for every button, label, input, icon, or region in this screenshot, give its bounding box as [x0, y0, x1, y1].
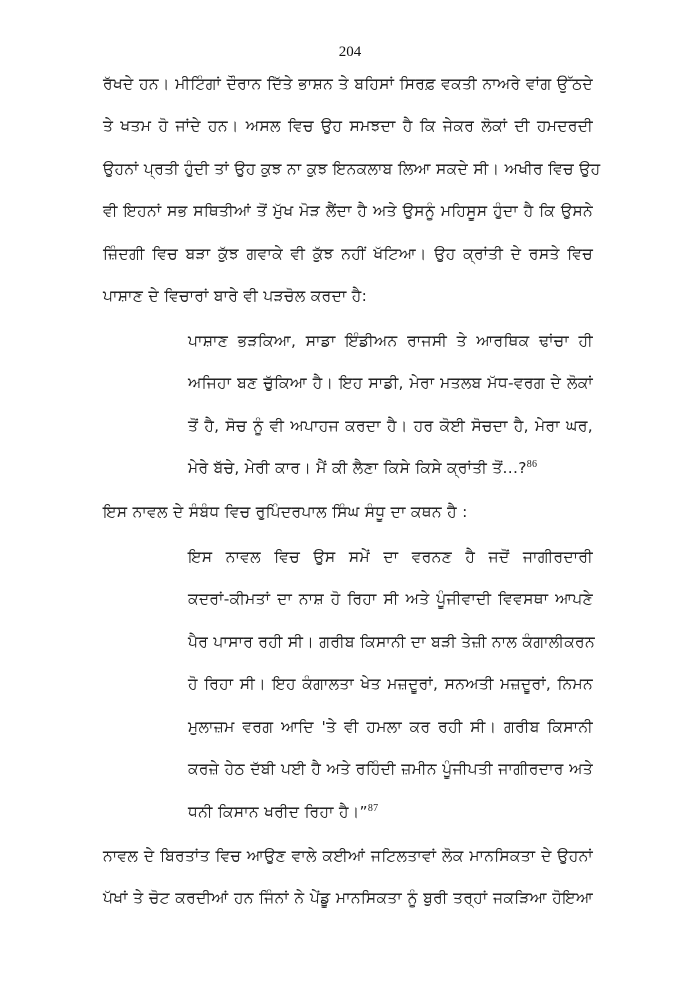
page-number: 204 [338, 44, 362, 60]
quote-line [188, 459, 593, 478]
paragraph-line: ਜ਼ਿੰਦਗੀ ਵਿਚ ਬੜਾ ਕੁੱਝ ਗਵਾਕੇ ਵੀ ਕੁੱਝ ਨਹੀਂ ਖੱਟਿਆ। ਉਹ ਕ੍ਰਾਂਤੀ ਦੇ ਰਸਤੇ ਵਿਚ [103, 245, 593, 263]
quote-line [188, 803, 593, 822]
footnote-marker: 86 [526, 458, 538, 470]
paragraph-line: ਨਾਵਲ ਦੇ ਬਿਰਤਾਂਤ ਵਿਚ ਆਉਣ ਵਾਲੇ ਕਈਆਂ ਜਟਿਲਤਾਵਾਂ ਲੋਕ ਮਾਨਸਿਕਤਾ ਦੇ ਉਹਨਾਂ [103, 847, 593, 865]
quote-line: ਮੁਲਾਜ਼ਮ ਵਰਗ ਆਦਿ 'ਤੇ ਵੀ ਹਮਲਾ ਕਰ ਰਹੀ ਸੀ। ਗਰੀਬ ਕਿਸਾਨੀ [188, 718, 593, 736]
paragraph-line: ਤੇ ਖਤਮ ਹੋ ਜਾਂਦੇ ਹਨ। ਅਸਲ ਵਿਚ ਉਹ ਸਮਝਦਾ ਹੈ ਕਿ ਜੇਕਰ ਲੋਕਾਂ ਦੀ ਹਮਦਰਦੀ [103, 117, 593, 135]
paragraph-line: ਉਹਨਾਂ ਪ੍ਰਤੀ ਹੁੰਦੀ ਤਾਂ ਉਹ ਕੁਝ ਨਾ ਕੁਝ ਇਨਕਲਾਬ ਲਿਆ ਸਕਦੇ ਸੀ। ਅਖੀਰ ਵਿਚ ਉਹ [103, 160, 601, 178]
quote-line: ਤੋਂ ਹੈ, ਸੋਚ ਨੂੰ ਵੀ ਅਪਾਹਜ ਕਰਦਾ ਹੈ। ਹਰ ਕੋਈ ਸੋਚਦਾ ਹੈ, ਮੇਰਾ ਘਰ, [188, 417, 593, 435]
quote-text: ਧਨੀ ਕਿਸਾਨ ਖਰੀਦ ਰਿਹਾ ਹੈ।” [188, 803, 368, 821]
quote-line: ਪਾਸ਼ਾਣ ਭੜਕਿਆ, ਸਾਡਾ ਇੰਡੀਅਨ ਰਾਜਸੀ ਤੇ ਆਰਥਿਕ ਢਾਂਚਾ ਹੀ [188, 332, 593, 350]
intro-line: ਇਸ ਨਾਵਲ ਦੇ ਸੰਬੰਧ ਵਿਚ ਰੁਪਿੰਦਰਪਾਲ ਸਿੰਘ ਸੰਧੂ ਦਾ ਕਥਨ ਹੈ : [103, 503, 468, 521]
quote-line: ਕਰਜ਼ੇ ਹੇਠ ਦੱਬੀ ਪਈ ਹੈ ਅਤੇ ਰਹਿੰਦੀ ਜ਼ਮੀਨ ਪੂੰਜੀਪਤੀ ਜਾਗੀਰਦਾਰ ਅਤੇ [188, 760, 593, 778]
quote-line: ਕਦਰਾਂ-ਕੀਮਤਾਂ ਦਾ ਨਾਸ਼ ਹੋ ਰਿਹਾ ਸੀ ਅਤੇ ਪੂੰਜੀਵਾਦੀ ਵਿਵਸਥਾ ਆਪਣੇ [188, 590, 593, 608]
quote-line: ਪੈਰ ਪਾਸਾਰ ਰਹੀ ਸੀ। ਗਰੀਬ ਕਿਸਾਨੀ ਦਾ ਬੜੀ ਤੇਜ਼ੀ ਨਾਲ ਕੰਗਾਲੀਕਰਨ [188, 633, 595, 651]
quote-line: ਇਸ ਨਾਵਲ ਵਿਚ ਉਸ ਸਮੇਂ ਦਾ ਵਰਨਣ ਹੈ ਜਦੋਂ ਜਾਗੀਰਦਾਰੀ [188, 548, 593, 566]
paragraph-line: ਵੀ ਇਹਨਾਂ ਸਭ ਸਥਿਤੀਆਂ ਤੋਂ ਮੁੱਖ ਮੋੜ ਲੈਂਦਾ ਹੈ ਅਤੇ ਉਸਨੂੰ ਮਹਿਸੂਸ ਹੁੰਦਾ ਹੈ ਕਿ ਉਸਨੇ [103, 202, 593, 220]
footnote-marker: 87 [367, 802, 379, 814]
quote-text: ਮੇਰੇ ਬੱਚੇ, ਮੇਰੀ ਕਾਰ। ਮੈਂ ਕੀ ਲੈਣਾ ਕਿਸੇ ਕਿਸੇ ਕ੍ਰਾਂਤੀ ਤੋਂ...? [188, 459, 527, 477]
quote-line: ਅਜਿਹਾ ਬਣ ਚੁੱਕਿਆ ਹੈ। ਇਹ ਸਾਡੀ, ਮੇਰਾ ਮਤਲਬ ਮੱਧ-ਵਰਗ ਦੇ ਲੋਕਾਂ [188, 374, 593, 392]
quote-line: ਹੋ ਰਿਹਾ ਸੀ। ਇਹ ਕੰਗਾਲਤਾ ਖੇਤ ਮਜ਼ਦੂਰਾਂ, ਸਨਅਤੀ ਮਜ਼ਦੂਰਾਂ, ਨਿਮਨ [188, 675, 593, 693]
paragraph-line: ਪਾਸ਼ਾਣ ਦੇ ਵਿਚਾਰਾਂ ਬਾਰੇ ਵੀ ਪੜਚੋਲ ਕਰਦਾ ਹੈ: [103, 287, 368, 305]
paragraph-line: ਰੱਖਦੇ ਹਨ। ਮੀਟਿੰਗਾਂ ਦੌਰਾਨ ਦਿੱਤੇ ਭਾਸ਼ਨ ਤੇ ਬਹਿਸਾਂ ਸਿਰਫ਼ ਵਕਤੀ ਨਾਅਰੇ ਵਾਂਗ ਉੱਠਦੇ [103, 75, 593, 93]
paragraph-line: ਪੱਖਾਂ ਤੇ ਚੋਟ ਕਰਦੀਆਂ ਹਨ ਜਿੰਨਾਂ ਨੇ ਪੇਂਡੂ ਮਾਨਸਿਕਤਾ ਨੂੰ ਬੁਰੀ ਤਰ੍ਹਾਂ ਜਕੜਿਆ ਹੋਇਆ [103, 889, 593, 907]
